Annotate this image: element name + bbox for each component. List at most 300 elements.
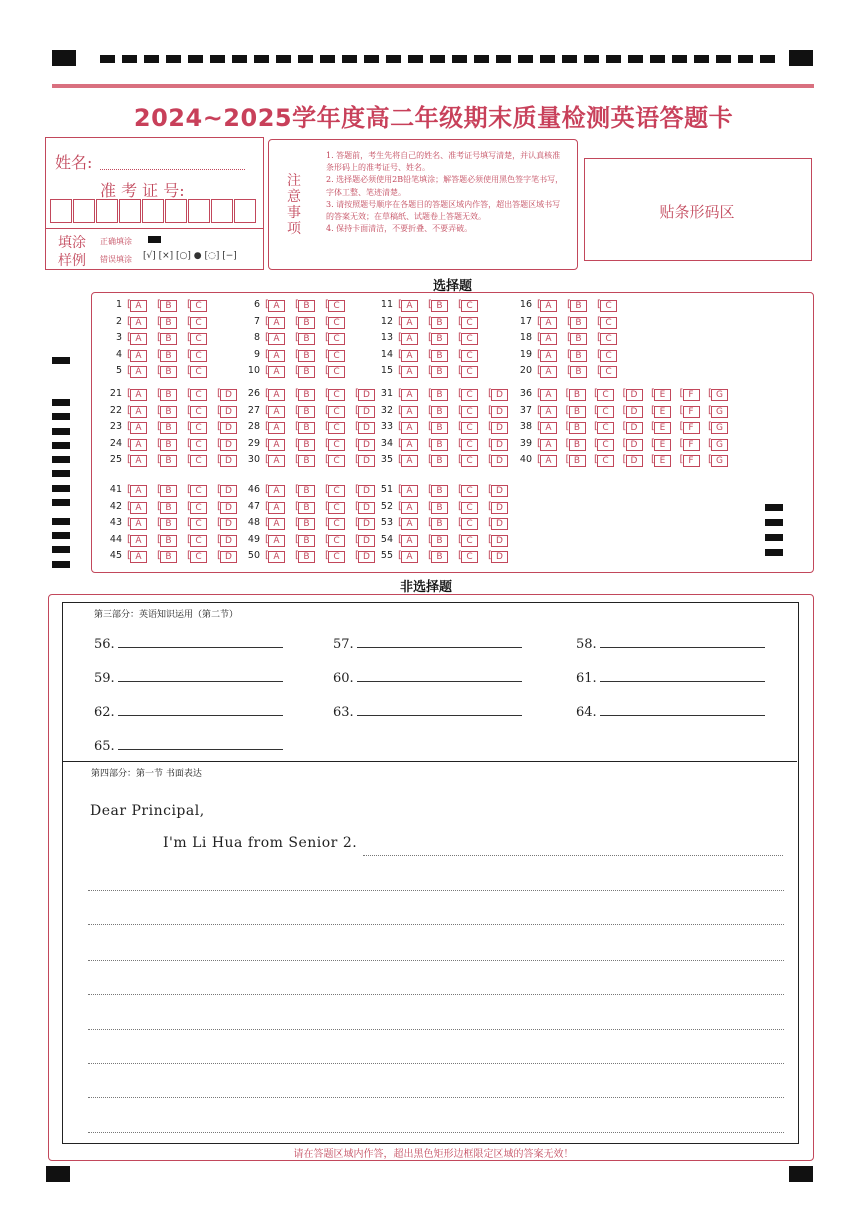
wrong-fill-examples: [√] [×] [○] ● [◌] [−] — [143, 251, 237, 261]
answer-bubble[interactable]: [ B — [570, 366, 587, 378]
part3-heading: 第三部分：英语知识运用（第二节） — [94, 610, 239, 620]
answer-bubble[interactable]: [ C — [328, 422, 345, 434]
question-number: 1 — [115, 299, 122, 310]
answer-bubble[interactable]: [ A — [401, 455, 418, 467]
answer-bubble[interactable]: [ A — [540, 350, 557, 362]
answer-bubble[interactable]: [ B — [298, 317, 315, 329]
answer-bubble[interactable]: [ D — [491, 485, 508, 497]
answer-bubble[interactable]: [ B — [431, 406, 448, 418]
blank-number: 64. — [576, 705, 597, 720]
blank-number: 58. — [576, 637, 597, 652]
blank-number: 62. — [94, 705, 115, 720]
answer-bubble[interactable]: [ A — [130, 350, 147, 362]
answer-bubble[interactable]: [ B — [298, 455, 315, 467]
answer-bubble[interactable]: [ A — [268, 350, 285, 362]
answer-bubble[interactable]: [ A — [268, 317, 285, 329]
answer-bubble[interactable]: [ D — [491, 502, 508, 514]
exam-id-boxes[interactable] — [50, 199, 260, 223]
answer-bubble[interactable]: [ B — [298, 350, 315, 362]
answer-bubble[interactable]: [ C — [461, 350, 478, 362]
answer-bubble[interactable]: [ D — [358, 455, 375, 467]
answer-bubble[interactable]: [ A — [130, 518, 147, 530]
question-number: 2 — [115, 315, 122, 327]
answer-bubble[interactable]: [ B — [160, 389, 177, 401]
answer-bubble[interactable]: [ F — [683, 389, 700, 401]
answer-bubble[interactable]: [ D — [626, 439, 643, 451]
answer-bubble[interactable]: [ D — [220, 535, 237, 547]
question-number: 27 — [247, 404, 260, 416]
answer-bubble[interactable]: [ G — [711, 455, 728, 467]
answer-bubble[interactable]: [ C — [190, 502, 207, 514]
answer-bubble[interactable]: [ C — [461, 422, 478, 434]
question-number: 54 — [380, 533, 393, 545]
answer-bubble[interactable]: [ B — [160, 455, 177, 467]
answer-bubble[interactable]: [ D — [220, 406, 237, 418]
answer-bubble[interactable]: [ A — [268, 518, 285, 530]
answer-bubble[interactable]: [ A — [401, 366, 418, 378]
answer-bubble[interactable]: [ G — [711, 406, 728, 418]
answer-bubble[interactable]: [ C — [600, 366, 617, 378]
answer-bubble[interactable]: [ D — [220, 389, 237, 401]
question-number: 7 — [253, 315, 260, 327]
answer-bubble[interactable]: [ C — [597, 406, 614, 418]
answer-bubble[interactable]: [ C — [461, 535, 478, 547]
non-mc-heading: 非选择题 — [400, 580, 453, 595]
answer-bubble[interactable]: [ C — [597, 422, 614, 434]
answer-bubble[interactable]: [ B — [569, 455, 586, 467]
question-number: 48 — [247, 517, 260, 529]
answer-bubble[interactable]: [ A — [401, 406, 418, 418]
answer-bubble[interactable]: [ A — [540, 366, 557, 378]
answer-bubble[interactable]: [ A — [130, 317, 147, 329]
answer-bubble[interactable]: [ A — [130, 389, 147, 401]
blank-answer-line[interactable] — [118, 715, 283, 716]
answer-bubble[interactable]: [ B — [569, 389, 586, 401]
corner-mark-bottom-right — [789, 1166, 813, 1182]
question-number: 30 — [247, 454, 260, 466]
answer-bubble[interactable]: [ C — [190, 366, 207, 378]
answer-bubble[interactable]: [ A — [268, 389, 285, 401]
answer-bubble[interactable]: [ D — [626, 389, 643, 401]
answer-bubble[interactable]: [ C — [597, 439, 614, 451]
question-number: 51 — [380, 484, 393, 495]
answer-bubble[interactable]: [ C — [328, 551, 345, 563]
answer-bubble[interactable]: [ B — [431, 439, 448, 451]
answer-bubble[interactable]: [ A — [130, 535, 147, 547]
answer-bubble[interactable]: [ D — [358, 406, 375, 418]
question-number: 19 — [519, 348, 532, 360]
answer-bubble[interactable]: [ E — [654, 389, 671, 401]
answer-bubble[interactable]: [ B — [431, 366, 448, 378]
answer-bubble[interactable]: [ C — [190, 439, 207, 451]
note-item: 3. 请按照题号顺序在各题目的答题区域内作答，超出答题区域书写的答案无效；在草稿纸、试题卷上答题无效。 — [326, 199, 561, 222]
answer-bubble[interactable]: [ B — [570, 300, 587, 312]
answer-bubble[interactable]: [ A — [401, 502, 418, 514]
blank-number: 63. — [333, 705, 354, 720]
answer-bubble[interactable]: [ C — [461, 551, 478, 563]
answer-bubble[interactable]: [ B — [298, 389, 315, 401]
answer-bubble[interactable]: [ B — [160, 518, 177, 530]
answer-bubble[interactable]: [ B — [298, 551, 315, 563]
answer-bubble[interactable]: [ B — [160, 317, 177, 329]
answer-bubble[interactable]: [ B — [298, 366, 315, 378]
answer-bubble[interactable]: [ B — [431, 389, 448, 401]
answer-bubble[interactable]: [ A — [540, 300, 557, 312]
answer-bubble[interactable]: [ B — [298, 518, 315, 530]
answer-bubble[interactable]: [ C — [461, 366, 478, 378]
answer-bubble[interactable]: [ C — [461, 317, 478, 329]
answer-bubble[interactable]: [ B — [160, 350, 177, 362]
question-number: 13 — [380, 332, 393, 344]
answer-bubble[interactable]: [ B — [160, 551, 177, 563]
answer-bubble[interactable]: [ C — [328, 455, 345, 467]
answer-bubble[interactable]: [ D — [358, 422, 375, 434]
answer-bubble[interactable]: [ C — [328, 485, 345, 497]
question-number: 12 — [380, 315, 393, 327]
wrong-fill-label: 错误填涂 — [100, 255, 132, 264]
answer-bubble[interactable]: [ D — [220, 422, 237, 434]
blank-answer-line[interactable] — [357, 647, 522, 648]
answer-bubble[interactable]: [ B — [431, 350, 448, 362]
answer-bubble[interactable]: [ B — [431, 333, 448, 345]
blank-number: 59. — [94, 671, 115, 686]
answer-bubble[interactable]: [ C — [190, 406, 207, 418]
answer-bubble[interactable]: [ C — [328, 350, 345, 362]
answer-bubble[interactable]: [ C — [461, 485, 478, 497]
question-number: 36 — [519, 388, 532, 399]
blank-answer-line[interactable] — [357, 681, 522, 682]
answer-bubble[interactable]: [ A — [130, 551, 147, 563]
question-number: 18 — [519, 332, 532, 344]
answer-bubble[interactable]: [ D — [220, 485, 237, 497]
question-number: 20 — [519, 365, 532, 377]
answer-bubble[interactable]: [ B — [431, 455, 448, 467]
answer-bubble[interactable]: [ C — [461, 406, 478, 418]
answer-bubble[interactable]: [ A — [130, 422, 147, 434]
answer-bubble[interactable]: [ A — [540, 333, 557, 345]
answer-bubble[interactable]: [ E — [654, 439, 671, 451]
answer-bubble[interactable]: [ D — [220, 439, 237, 451]
blank-number: 61. — [576, 671, 597, 686]
question-number: 40 — [519, 454, 532, 466]
answer-bubble[interactable]: [ A — [540, 455, 557, 467]
answer-bubble[interactable]: [ B — [570, 317, 587, 329]
answer-bubble[interactable]: [ E — [654, 455, 671, 467]
answer-bubble[interactable]: [ C — [600, 350, 617, 362]
answer-bubble[interactable]: [ B — [431, 551, 448, 563]
name-label: 姓名: — [55, 153, 93, 172]
answer-bubble[interactable]: [ F — [683, 422, 700, 434]
answer-bubble[interactable]: [ B — [298, 333, 315, 345]
answer-bubble[interactable]: [ A — [401, 300, 418, 312]
answer-bubble[interactable]: [ A — [268, 366, 285, 378]
section-divider — [62, 761, 797, 762]
answer-bubble[interactable]: [ D — [358, 439, 375, 451]
answer-bubble[interactable]: [ B — [431, 317, 448, 329]
answer-bubble[interactable]: [ A — [130, 455, 147, 467]
answer-bubble[interactable]: [ B — [160, 300, 177, 312]
answer-bubble[interactable]: [ A — [540, 389, 557, 401]
answer-bubble[interactable]: [ C — [190, 300, 207, 312]
answer-bubble[interactable]: [ A — [540, 422, 557, 434]
question-number: 11 — [380, 299, 393, 310]
answer-bubble[interactable]: [ B — [431, 502, 448, 514]
question-number: 52 — [380, 500, 393, 512]
question-number: 46 — [247, 484, 260, 495]
answer-bubble[interactable]: [ C — [461, 502, 478, 514]
question-number: 21 — [109, 388, 122, 399]
answer-bubble[interactable]: [ B — [431, 422, 448, 434]
letter-greeting: Dear Principal, — [90, 803, 205, 819]
blank-answer-line[interactable] — [600, 715, 765, 716]
exam-id-label: 准 考 证 号: — [100, 181, 185, 200]
answer-bubble[interactable]: [ C — [597, 389, 614, 401]
answer-bubble[interactable]: [ D — [491, 518, 508, 530]
answer-bubble[interactable]: [ C — [190, 422, 207, 434]
question-number: 16 — [519, 299, 532, 310]
answer-bubble[interactable]: [ D — [626, 406, 643, 418]
answer-bubble[interactable]: [ D — [358, 485, 375, 497]
notes-heading: 注意事项 — [287, 173, 301, 237]
answer-bubble[interactable]: [ A — [130, 439, 147, 451]
answer-bubble[interactable]: [ F — [683, 455, 700, 467]
answer-bubble[interactable]: [ B — [160, 502, 177, 514]
answer-bubble[interactable]: [ D — [626, 422, 643, 434]
answer-bubble[interactable]: [ B — [298, 422, 315, 434]
corner-mark-top-right — [789, 50, 813, 66]
answer-bubble[interactable]: [ C — [328, 333, 345, 345]
blank-answer-line[interactable] — [118, 749, 283, 750]
answer-bubble[interactable]: [ B — [431, 535, 448, 547]
blank-answer-line[interactable] — [118, 647, 283, 648]
answer-bubble[interactable]: [ F — [683, 439, 700, 451]
answer-bubble[interactable]: [ B — [431, 518, 448, 530]
answer-bubble[interactable]: [ B — [431, 485, 448, 497]
correct-fill-label: 正确填涂 — [100, 237, 132, 246]
name-field[interactable] — [100, 168, 245, 170]
answer-bubble[interactable]: [ A — [401, 518, 418, 530]
answer-bubble[interactable]: [ C — [190, 317, 207, 329]
answer-bubble[interactable]: [ B — [569, 406, 586, 418]
question-number: 29 — [247, 437, 260, 449]
answer-bubble[interactable]: [ C — [190, 535, 207, 547]
answer-bubble[interactable]: [ B — [298, 406, 315, 418]
answer-bubble[interactable]: [ C — [190, 389, 207, 401]
answer-bubble[interactable]: [ C — [190, 455, 207, 467]
answer-bubble[interactable]: [ B — [160, 333, 177, 345]
question-number: 28 — [247, 421, 260, 433]
answer-bubble[interactable]: [ B — [160, 366, 177, 378]
answer-bubble[interactable]: [ A — [130, 333, 147, 345]
answer-bubble[interactable]: [ B — [160, 535, 177, 547]
answer-bubble[interactable]: [ A — [401, 317, 418, 329]
answer-bubble[interactable]: [ A — [268, 333, 285, 345]
answer-bubble[interactable]: [ C — [190, 518, 207, 530]
answer-bubble[interactable]: [ A — [268, 551, 285, 563]
answer-bubble[interactable]: [ E — [654, 406, 671, 418]
answer-bubble[interactable]: [ A — [401, 485, 418, 497]
note-item: 4. 保持卡面清洁，不要折叠、不要弄破。 — [326, 224, 473, 234]
question-number: 47 — [247, 500, 260, 512]
answer-bubble[interactable]: [ C — [328, 502, 345, 514]
answer-bubble[interactable]: [ C — [190, 485, 207, 497]
answer-bubble[interactable]: [ A — [540, 317, 557, 329]
question-number: 4 — [115, 348, 122, 360]
question-number: 53 — [380, 517, 393, 529]
question-number: 25 — [109, 454, 122, 466]
mc-heading: 选择题 — [433, 279, 473, 294]
answer-bubble[interactable]: [ C — [190, 333, 207, 345]
answer-bubble[interactable]: [ C — [190, 350, 207, 362]
blank-answer-line[interactable] — [600, 681, 765, 682]
answer-bubble[interactable]: [ A — [540, 439, 557, 451]
answer-bubble[interactable]: [ F — [683, 406, 700, 418]
answer-bubble[interactable]: [ B — [298, 300, 315, 312]
question-number: 22 — [109, 404, 122, 416]
answer-bubble[interactable]: [ C — [597, 455, 614, 467]
answer-bubble[interactable]: [ C — [328, 317, 345, 329]
answer-bubble[interactable]: [ C — [461, 300, 478, 312]
footer-note: 请在答题区域内作答，超出黑色矩形边框限定区域的答案无效！ — [293, 1149, 574, 1160]
answer-bubble[interactable]: [ A — [268, 300, 285, 312]
answer-bubble[interactable]: [ A — [268, 422, 285, 434]
question-number: 15 — [380, 365, 393, 377]
answer-bubble[interactable]: [ B — [570, 333, 587, 345]
answer-bubble[interactable]: [ C — [461, 455, 478, 467]
answer-bubble[interactable]: [ C — [328, 389, 345, 401]
blank-answer-line[interactable] — [600, 647, 765, 648]
answer-bubble[interactable]: [ C — [190, 551, 207, 563]
page-title: 2024~2025学年度高二年级期末质量检测英语答题卡 — [133, 104, 734, 132]
answer-bubble[interactable]: [ E — [654, 422, 671, 434]
blank-answer-line[interactable] — [357, 715, 522, 716]
question-number: 24 — [109, 437, 122, 449]
answer-bubble[interactable]: [ C — [328, 439, 345, 451]
answer-bubble[interactable]: [ D — [220, 551, 237, 563]
answer-bubble[interactable]: [ C — [461, 518, 478, 530]
letter-opening: I'm Li Hua from Senior 2. — [163, 835, 358, 851]
answer-bubble[interactable]: [ B — [160, 485, 177, 497]
answer-bubble[interactable]: [ D — [491, 422, 508, 434]
answer-bubble[interactable]: [ G — [711, 389, 728, 401]
answer-bubble[interactable]: [ G — [711, 422, 728, 434]
answer-bubble[interactable]: [ D — [626, 455, 643, 467]
answer-bubble[interactable]: [ D — [491, 535, 508, 547]
answer-bubble[interactable]: [ B — [298, 485, 315, 497]
question-number: 41 — [109, 484, 122, 495]
answer-bubble[interactable]: [ B — [298, 439, 315, 451]
answer-bubble[interactable]: [ A — [130, 502, 147, 514]
answer-bubble[interactable]: [ G — [711, 439, 728, 451]
answer-bubble[interactable]: [ D — [491, 439, 508, 451]
question-number: 3 — [115, 332, 122, 344]
question-number: 5 — [115, 365, 122, 377]
answer-bubble[interactable]: [ D — [358, 518, 375, 530]
question-number: 44 — [109, 533, 122, 545]
answer-bubble[interactable]: [ D — [491, 406, 508, 418]
corner-mark-top-left — [52, 50, 76, 66]
answer-bubble[interactable]: [ D — [220, 455, 237, 467]
blank-number: 65. — [94, 739, 115, 754]
answer-bubble[interactable]: [ A — [268, 502, 285, 514]
answer-bubble[interactable]: [ D — [491, 389, 508, 401]
answer-bubble[interactable]: [ D — [358, 535, 375, 547]
answer-bubble[interactable]: [ A — [268, 535, 285, 547]
answer-bubble[interactable]: [ A — [130, 406, 147, 418]
answer-bubble[interactable]: [ D — [358, 551, 375, 563]
correct-fill-example — [148, 236, 161, 243]
answer-bubble[interactable]: [ A — [401, 422, 418, 434]
answer-bubble[interactable]: [ D — [220, 502, 237, 514]
answer-bubble[interactable]: [ D — [491, 455, 508, 467]
answer-bubble[interactable]: [ C — [328, 300, 345, 312]
answer-bubble[interactable]: [ A — [401, 439, 418, 451]
answer-bubble[interactable]: [ C — [461, 333, 478, 345]
answer-bubble[interactable]: [ B — [569, 422, 586, 434]
answer-bubble[interactable]: [ D — [358, 389, 375, 401]
answer-bubble[interactable]: [ B — [431, 300, 448, 312]
timing-marks-top — [100, 55, 780, 66]
answer-bubble[interactable]: [ C — [461, 389, 478, 401]
answer-bubble[interactable]: [ C — [328, 535, 345, 547]
answer-bubble[interactable]: [ C — [461, 439, 478, 451]
answer-bubble[interactable]: [ A — [130, 366, 147, 378]
answer-bubble[interactable]: [ A — [401, 535, 418, 547]
question-number: 32 — [380, 404, 393, 416]
answer-bubble[interactable]: [ C — [600, 333, 617, 345]
answer-bubble[interactable]: [ C — [600, 300, 617, 312]
blank-number: 56. — [94, 637, 115, 652]
question-number: 14 — [380, 348, 393, 360]
question-number: 6 — [253, 299, 260, 310]
answer-bubble[interactable]: [ D — [491, 551, 508, 563]
answer-bubble[interactable]: [ B — [160, 422, 177, 434]
answer-bubble[interactable]: [ A — [268, 439, 285, 451]
answer-bubble[interactable]: [ A — [401, 333, 418, 345]
note-item: 1. 答题前，考生先将自己的姓名、准考证号填写清楚，并认真核准条形码上的准考证号、姓名。 — [326, 151, 561, 173]
answer-bubble[interactable]: [ B — [569, 439, 586, 451]
answer-bubble[interactable]: [ A — [130, 300, 147, 312]
answer-bubble[interactable]: [ A — [540, 406, 557, 418]
question-number: 34 — [380, 437, 393, 449]
answer-bubble[interactable]: [ B — [570, 350, 587, 362]
answer-bubble[interactable]: [ B — [298, 502, 315, 514]
part4-heading: 第四部分：第一节 书面表达 — [91, 769, 202, 779]
answer-bubble[interactable]: [ C — [600, 317, 617, 329]
answer-bubble[interactable]: [ A — [130, 485, 147, 497]
blank-answer-line[interactable] — [118, 681, 283, 682]
notes-list — [326, 150, 566, 235]
question-number: 42 — [109, 500, 122, 512]
answer-bubble[interactable]: [ A — [401, 551, 418, 563]
question-number: 35 — [380, 454, 393, 466]
question-number: 55 — [380, 550, 393, 562]
answer-bubble[interactable]: [ A — [268, 406, 285, 418]
answer-bubble[interactable]: [ A — [268, 485, 285, 497]
answer-bubble[interactable]: [ D — [220, 518, 237, 530]
answer-bubble[interactable]: [ B — [160, 406, 177, 418]
answer-bubble[interactable]: [ D — [358, 502, 375, 514]
answer-bubble[interactable]: [ A — [401, 389, 418, 401]
answer-bubble[interactable]: [ A — [268, 455, 285, 467]
answer-bubble[interactable]: [ B — [298, 535, 315, 547]
answer-bubble[interactable]: [ B — [160, 439, 177, 451]
answer-bubble[interactable]: [ A — [401, 350, 418, 362]
blank-number: 60. — [333, 671, 354, 686]
answer-bubble[interactable]: [ C — [328, 406, 345, 418]
answer-bubble[interactable]: [ C — [328, 518, 345, 530]
answer-bubble[interactable]: [ C — [328, 366, 345, 378]
